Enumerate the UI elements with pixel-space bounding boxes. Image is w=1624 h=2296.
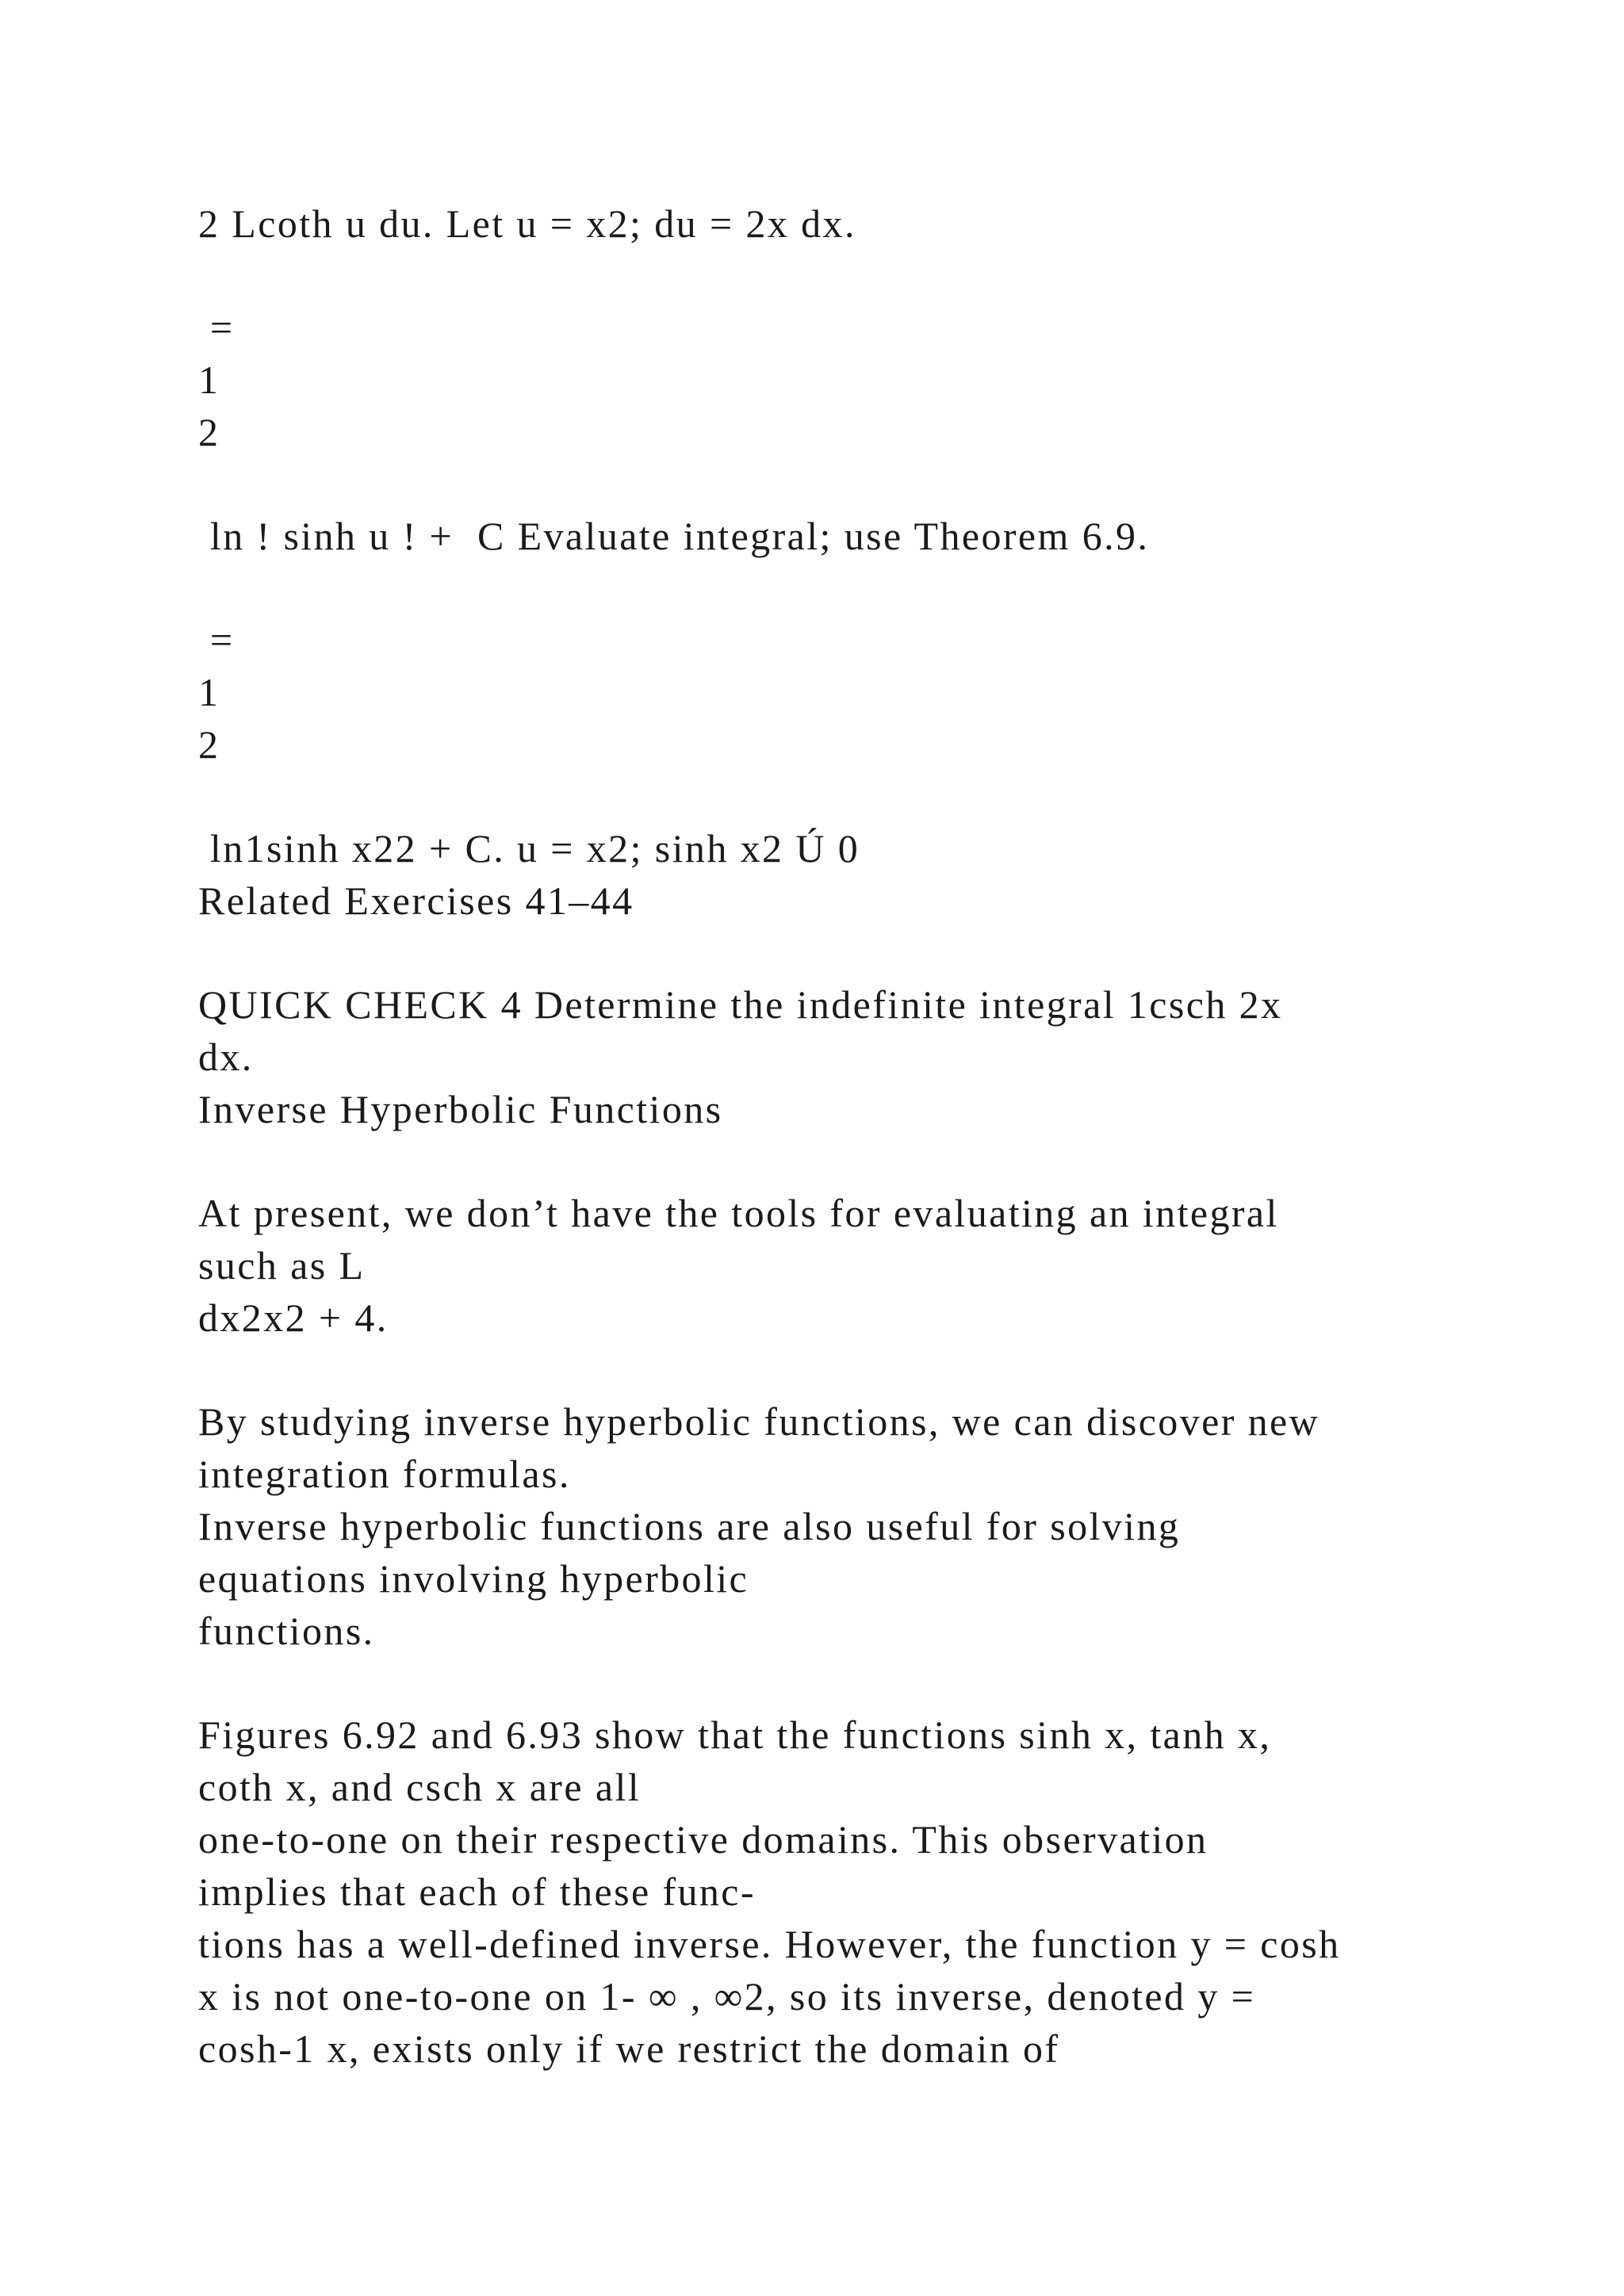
text-line: x is not one-to-one on 1- ∞ , ∞2, so its inverse, denoted y = <box>198 1974 1256 2019</box>
text-line: equations involving hyperbolic <box>198 1556 749 1601</box>
text-line: By studying inverse hyperbolic functions, we can discover new <box>198 1399 1320 1444</box>
text-line: QUICK CHECK 4 Determine the indefinite integral 1csch 2x <box>198 982 1283 1027</box>
text-line: 1 <box>198 670 220 714</box>
text-line: 2 <box>198 410 220 454</box>
text-line: cosh-1 x, exists only if we restrict the domain of <box>198 2026 1060 2071</box>
text-line: such as L <box>198 1243 366 1288</box>
text-line: Related Exercises 41–44 <box>198 878 634 923</box>
text-line: tions has a well-defined inverse. However, the function y = cosh <box>198 1922 1341 1966</box>
text-line: 2 <box>198 722 220 767</box>
text-line: At present, we don’t have the tools for evaluating an integral <box>198 1191 1279 1235</box>
text-line: coth x, and csch x are all <box>198 1765 642 1809</box>
text-line: integration formulas. <box>198 1452 571 1496</box>
section-heading: Inverse Hyperbolic Functions <box>198 1087 723 1131</box>
text-line: dx2x2 + 4. <box>198 1295 389 1340</box>
text-line: Inverse hyperbolic functions are also useful for solving <box>198 1504 1181 1548</box>
text-line: 2 Lcoth u du. Let u = x2; du = 2x dx. <box>198 201 856 246</box>
text-line: ln1sinh x22 + C. u = x2; sinh x2 Ú 0 <box>198 826 860 871</box>
text-line: = <box>198 618 235 662</box>
text-line: functions. <box>198 1609 375 1653</box>
text-line: dx. <box>198 1035 254 1079</box>
text-line: Figures 6.92 and 6.93 show that the functions sinh x, tanh x, <box>198 1712 1272 1757</box>
text-line: = <box>198 305 235 350</box>
text-line: 1 <box>198 358 220 402</box>
text-line: one-to-one on their respective domains. This observation <box>198 1817 1208 1862</box>
text-line: implies that each of these func- <box>198 1869 756 1914</box>
text-line: ln ! sinh u ! + C Evaluate integral; use Theorem 6.9. <box>198 514 1150 558</box>
